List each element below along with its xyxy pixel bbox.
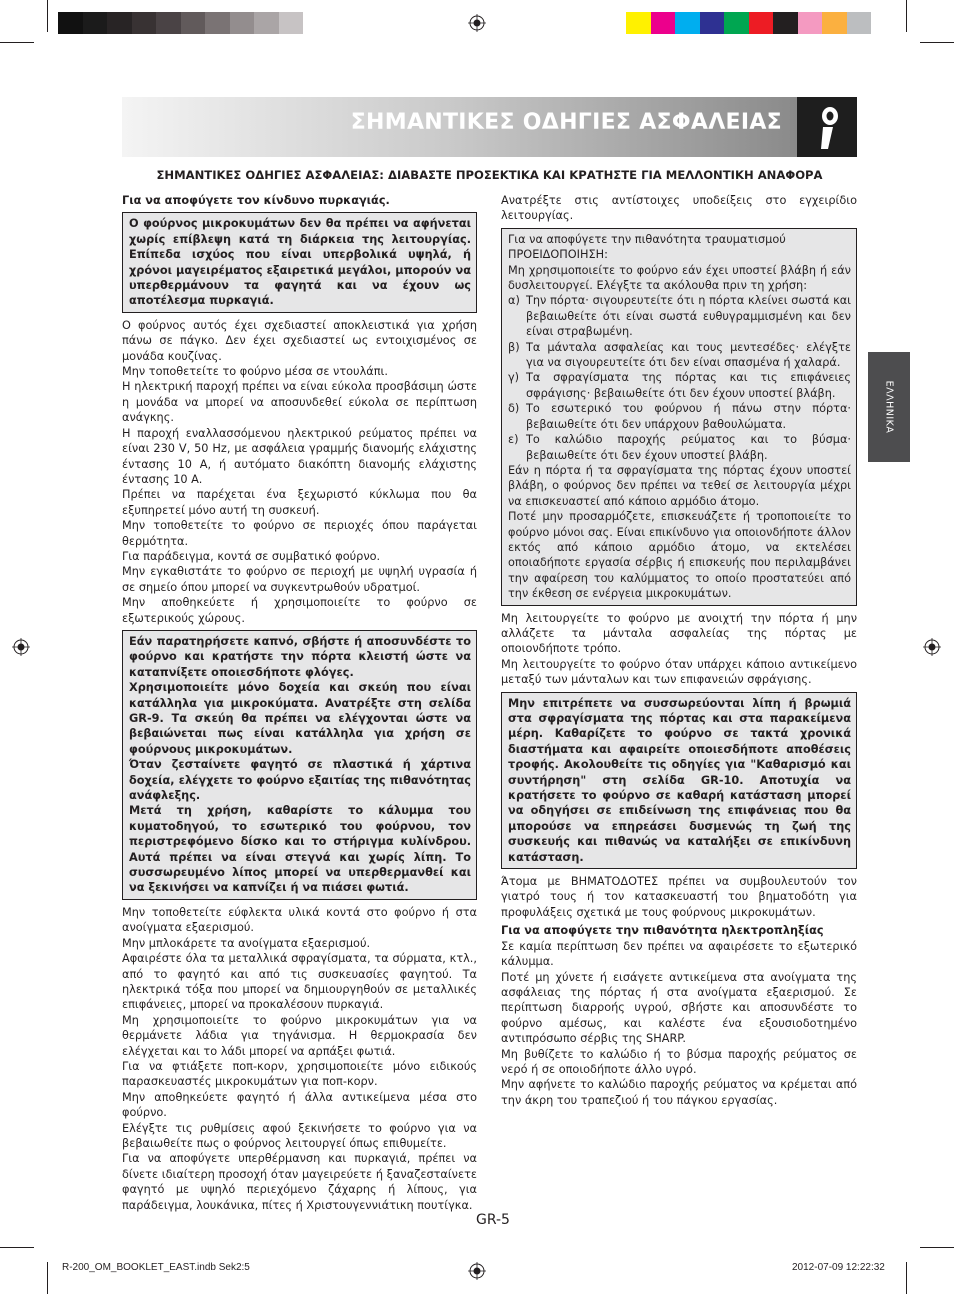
box-text: Εάν παρατηρήσετε καπνό, σβήστε ή αποσυνδέστε το φούρνο και κρατήστε την πόρτα κλειστή ώστε να καταπνίξετε οποιεσδήποτε φλόγες. <box>129 634 471 679</box>
paragraph: Μη βυθίζετε το καλώδιο ή το βύσμα παροχής ρεύματος σε νερό ή σε οποιοδήποτε άλλο υγρό. <box>501 1047 857 1076</box>
registration-mark-icon <box>468 1262 486 1280</box>
paragraph: Η ηλεκτρική παροχή πρέπει να είναι εύκολα προσβάσιμη ώστε η μονάδα να μπορεί να αποσυνδεθεί εύκολα σε περίπτωση ανάγκης. <box>122 380 477 425</box>
injury-warning-box <box>501 228 857 606</box>
paragraph: Αφαιρέστε όλα τα μεταλλικά σφραγίσματα, τα σύρματα, κτλ., από το φαγητό και από τις συσκευασίες φαγητού. Τα ηλεκτρικά τόξα που μπορεί να δημιουργηθούν σε μεταλλικές επιφάνειες, μπορεί να προκαλέσουν πυρκαγιά. <box>122 952 477 1012</box>
paragraph: Μην τοποθετείτε το φούρνο σε περιοχές όπου παράγεται θερμότητα. <box>122 519 477 548</box>
paragraph: Μη λειτουργείτε το φούρνο με ανοιχτή την πόρτα ή μην αλλάζετε τα μάνταλα ασφαλείας της πόρτας με οποιονδήποτε τρόπο. <box>501 611 857 656</box>
registration-mark-icon <box>468 14 486 32</box>
box-text: Όταν ζεσταίνετε φαγητό σε πλαστικά ή χάρτινα δοχεία, ελέγχετε το φούρνο εξαιτίας της πιθανότητας ανάφλεξης. <box>129 758 471 803</box>
gray-swatch <box>181 12 206 34</box>
footer-file: R-200_OM_BOOKLET_EAST.indb Sek2:5 <box>62 1262 250 1273</box>
paragraph: Μη χρησιμοποιείτε το φούρνο μικροκυμάτων για να θερμάνετε λάδια για τηγάνισμα. Η θερμοκρασία δεν ελέγχεται και το λάδι μπορεί να αρπάξει φωτιά. <box>122 1013 477 1058</box>
crop-mark <box>920 42 954 43</box>
fire-heading: Για να αποφύγετε τον κίνδυνο πυρκαγιάς. <box>122 194 390 207</box>
paragraph: Σε καμία περίπτωση δεν πρέπει να αφαιρέσετε το εξωτερικό κάλυμμα. <box>501 939 857 969</box>
gray-swatch <box>58 12 83 34</box>
color-swatch <box>822 12 847 34</box>
color-swatch <box>749 12 774 34</box>
color-swatch <box>700 12 725 34</box>
box-text: Ο φούρνος μικροκυμάτων δεν θα πρέπει να αφήνεται χωρίς επίβλεψη κατά τη διάρκεια της λειτουργίας. Επίπεδα ισχύος που είναι υπερβολικά υψηλά, ή χρόνοι μαγειρέματος εξαιρετικά μεγάλοι, μπορούν να υπερθερμάνουν τα φαγητά και να έχουν ως αποτέλεσμα πυρκαγιά. <box>129 217 471 308</box>
paragraph: Μην μπλοκάρετε τα ανοίγματα εξαερισμού. <box>122 936 371 950</box>
list-item: ε) Το καλώδιο παροχής ρεύματος και το βύσμα· βεβαιωθείτε ότι δεν έχουν υποστεί βλάβη. <box>508 433 851 462</box>
box-text: Μη χρησιμοποιείτε το φούρνο εάν έχει υποστεί βλάβη ή εάν δυσλειτουργεί. Ελέγξτε τα ακόλουθα πριν τη χρήση: <box>508 263 851 293</box>
page-number: GR-5 <box>476 1212 510 1228</box>
gray-swatch <box>205 12 230 34</box>
paragraph: Μην τοποθετείτε εύφλεκτα υλικά κοντά στο φούρνο ή στα ανοίγματα εξαερισμού. <box>122 905 477 935</box>
color-swatch <box>847 12 872 34</box>
paragraph: Η παροχή εναλλασσόμενου ηλεκτρικού ρεύματος πρέπει να είναι 230 V, 50 Hz, με ασφάλεια γραμμής διανομής ελάχιστης έντασης 10 A, ή αυτόματο διακόπτη διανομής ελάχιστης έντασης 10 A. <box>122 426 477 486</box>
crop-mark <box>0 1247 34 1248</box>
gray-swatch <box>132 12 157 34</box>
fire-warning-box <box>122 212 477 312</box>
paragraph: Άτομα με ΒΗΜΑΤΟΔΟΤΕΣ πρέπει να συμβουλευτούν τον γιατρό τους ή τον κατασκευαστή του βηματοδότη για προφυλάξεις σχετικά με τους φούρνους μικροκυμάτων. <box>501 875 857 919</box>
paragraph: Μην αφήνετε το καλώδιο παροχής ρεύματος να κρέμεται από την άκρη του τραπεζιού ή του πάγκου εργασίας. <box>501 1078 857 1107</box>
list-item: γ) Τα σφραγίσματα της πόρτας και τις επιφάνειες σφράγισης· βεβαιωθείτε ότι δεν έχουν υποστεί βλάβη. <box>508 371 851 400</box>
left-column <box>122 193 477 1213</box>
gray-swatch <box>279 12 304 34</box>
crop-mark <box>47 0 48 32</box>
language-tab-label: ΕΛΛΗΝΙΚΑ <box>883 380 895 434</box>
crop-mark <box>920 1247 954 1248</box>
box-text: Χρησιμοποιείτε μόνο δοχεία και σκεύη που είναι κατάλληλα για μικροκύματα. Ανατρέξτε στη σελίδα GR-9. Τα σκεύη θα πρέπει να ελέγχονται ώστε να βεβαιώνεται πως είναι κατάλληλα για χρήση σε φούρνους μικροκυμάτων. <box>129 681 471 756</box>
paragraph: Για να αποφύγετε υπερθέρμανση και πυρκαγιά, πρέπει να δίνετε ιδιαίτερη προσοχή όταν μαγειρεύετε ή ξαναζεσταίνετε φαγητό με υψηλό περιεχόμενο ζάχαρης ή λίπους, για παράδειγμα, λουκάνικα, πίτες ή Χριστουγεννιάτικη πουτίγκα. <box>122 1152 477 1212</box>
cleaning-warning-box <box>501 692 857 869</box>
registration-mark-icon <box>923 638 941 656</box>
registration-mark-icon <box>12 638 30 656</box>
gray-swatch <box>107 12 132 34</box>
info-i-icon <box>797 97 857 157</box>
smoke-warning-box <box>122 630 477 900</box>
paragraph: Για να φτιάξετε ποπ-κορν, χρησιμοποιείτε μόνο ειδικούς παρασκευαστές μικροκυμάτων για ποπ-κορν. <box>122 1059 477 1089</box>
crop-mark <box>0 42 34 43</box>
paragraph: Ο φούρνος αυτός έχει σχεδιαστεί αποκλειστικά για χρήση πάνω σε πάγκο. Δεν έχει σχεδιαστεί ως εντοιχισμένος σε μονάδα κουζίνας. <box>122 318 477 363</box>
paragraph: Μη λειτουργείτε το φούρνο όταν υπάρχει κάποιο αντικείμενο μεταξύ των μάνταλων και των επιφανειών σφράγισης. <box>501 657 857 687</box>
color-swatch <box>626 12 651 34</box>
box-text: Εάν η πόρτα ή τα σφραγίσματα της πόρτας έχουν υποστεί βλάβη, ο φούρνος δεν πρέπει να τεθεί σε λειτουργία μέχρι να επισκευαστεί από κάποιο αρμόδιο άτομο. <box>508 463 851 508</box>
crop-mark <box>47 1262 48 1294</box>
paragraph: Ποτέ μη χύνετε ή εισάγετε αντικείμενα στα ανοίγματα της ασφάλειας της πόρτας ή στα ανοίγματα εξαερισμού. Σε περίπτωση διαρροής υγρού, σβήστε και αποσυνδέστε το φούρνο αμέσως, και καλέστε ένα εξουσιοδοτημένο αντιπρόσωπο σέρβις της SHARP. <box>501 970 857 1046</box>
color-swatch <box>798 12 823 34</box>
main-heading: ΣΗΜΑΝΤΙΚΕΣ ΟΔΗΓΙΕΣ ΑΣΦΑΛΕΙΑΣ: ΔΙΑΒΑΣΤΕ ΠΡΟΣΕΚΤΙΚΑ ΚΑΙ ΚΡΑΤΗΣΤΕ ΓΙΑ ΜΕΛΛΟΝΤΙΚΗ ΑΝΑΦΟΡΑ <box>156 168 823 182</box>
color-swatch <box>773 12 798 34</box>
gray-swatch <box>254 12 279 34</box>
paragraph: Ελέγξτε τις ρυθμίσεις αφού ξεκινήσετε το φούρνο για να βεβαιωθείτε πως ο φούρνος λειτουργεί όπως επιθυμείτε. <box>122 1121 477 1150</box>
color-swatch <box>651 12 676 34</box>
color-swatch <box>724 12 749 34</box>
page-title: ΣΗΜΑΝΤΙΚΕΣ ΟΔΗΓΙΕΣ ΑΣΦΑΛΕΙΑΣ <box>350 110 782 135</box>
gray-swatch <box>83 12 108 34</box>
paragraph: Μην τοποθετείτε το φούρνο μέσα σε ντουλάπι. <box>122 365 388 379</box>
footer-timestamp: 2012-07-09 12:22:32 <box>792 1262 885 1273</box>
box-warning-label: ΠΡΟΕΙΔΟΠΟΙΗΣΗ: <box>508 248 608 262</box>
right-column <box>501 193 857 1108</box>
paragraph: Μην αποθηκεύετε ή χρησιμοποιείτε το φούρνο σε εξωτερικούς χώρους. <box>122 596 477 625</box>
paragraph: Μην αποθηκεύετε φαγητό ή άλλα αντικείμενα μέσα στο φούρνο. <box>122 1090 477 1120</box>
shock-heading: Για να αποφύγετε την πιθανότητα ηλεκτροπληξίας <box>501 924 824 938</box>
grayscale-color-bar <box>58 12 303 34</box>
process-color-bar <box>626 12 871 34</box>
box-title: Για να αποφύγετε την πιθανότητα τραυματισμού <box>508 232 786 246</box>
box-text: Μετά τη χρήση, καθαρίστε το κάλυμμα του κυματοδηγού, το εσωτερικό του φούρνου, τον περιστρεφόμενο δίσκο και το στήριγμα κυλίνδρου. Αυτά πρέπει να είναι στεγνά και χωρίς λίπη. Το συσσωρευμένο λίπος μπορεί να υπερθερμανθεί και να ξεκινήσει να καπνίζει ή να πιάσει φωτιά. <box>129 804 471 895</box>
crop-mark <box>906 0 907 32</box>
crop-mark <box>906 1262 907 1294</box>
paragraph: Μην εγκαθιστάτε το φούρνο σε περιοχή με υψηλή υγρασία ή σε σημείο όπου μπορεί να συγκεντρωθούν υδρατμοί. <box>122 565 477 594</box>
color-swatch <box>675 12 700 34</box>
list-item: β) Τα μάνταλα ασφαλείας και τους μεντεσέδες· ελέγξτε για να σιγουρευτείτε ότι δεν είναι σπασμένα ή χαλαρά. <box>508 340 851 370</box>
paragraph: Ανατρέξτε στις αντίστοιχες υποδείξεις στο εγχειρίδιο λειτουργίας. <box>501 194 857 223</box>
list-item: α) Την πόρτα· σιγουρευτείτε ότι η πόρτα κλείνει σωστά και βεβαιωθείτε ότι είναι σωστά ευθυγραμμισμένη και δεν είναι στραβωμένη. <box>508 294 851 339</box>
gray-swatch <box>156 12 181 34</box>
language-tab <box>868 352 910 462</box>
box-text-bold: Ποτέ μην προσαρμόζετε, επισκευάζετε ή τροποποιείτε το φούρνο μόνοι σας. Είναι επικίνδυνο για οποιονδήποτε άλλον εκτός από κάποιο αρμόδιο άτομο, να εκτελέσει οποιαδήποτε εργασία σέρβις ή επισκευής που περιλαμβάνει την αφαίρεση του καλύμματος το οποίο προστατεύει από την έκθεση σε ενέργεια μικροκυμάτων. <box>508 510 851 601</box>
box-text: Μην επιτρέπετε να συσσωρεύονται λίπη ή βρωμιά στα σφραγίσματα της πόρτας και στα παρακείμενα μέρη. Καθαρίζετε το φούρνο σε τακτά χρονικά διαστήματα και αφαιρείτε οποιεσδήποτε αποθέσεις τροφής. Ακολουθείτε τις οδηγίες για "Καθαρισμό και συντήρηση" στη σελίδα GR-10. Αποτυχία να κρατήσετε το φούρνο σε καθαρή κατάσταση μπορεί να οδηγήσει σε επιδείνωση της επιφάνειας που θα μπορούσε να επηρεάσει δυσμενώς τη ζωή της συσκευής και πιθανώς να καταλήξει σε επικίνδυνη κατάσταση. <box>508 696 851 864</box>
gray-swatch <box>230 12 255 34</box>
paragraph: Πρέπει να παρέχεται ένα ξεχωριστό κύκλωμα που θα εξυπηρετεί μόνο αυτή τη συσκευή. <box>122 488 477 517</box>
paragraph: Για παράδειγμα, κοντά σε συμβατικό φούρνο. <box>122 549 381 563</box>
list-item: δ) Το εσωτερικό του φούρνου ή πάνω στην πόρτα· βεβαιωθείτε ότι δεν υπάρχουν βαθουλώματα. <box>508 402 851 431</box>
section-header <box>122 97 857 157</box>
